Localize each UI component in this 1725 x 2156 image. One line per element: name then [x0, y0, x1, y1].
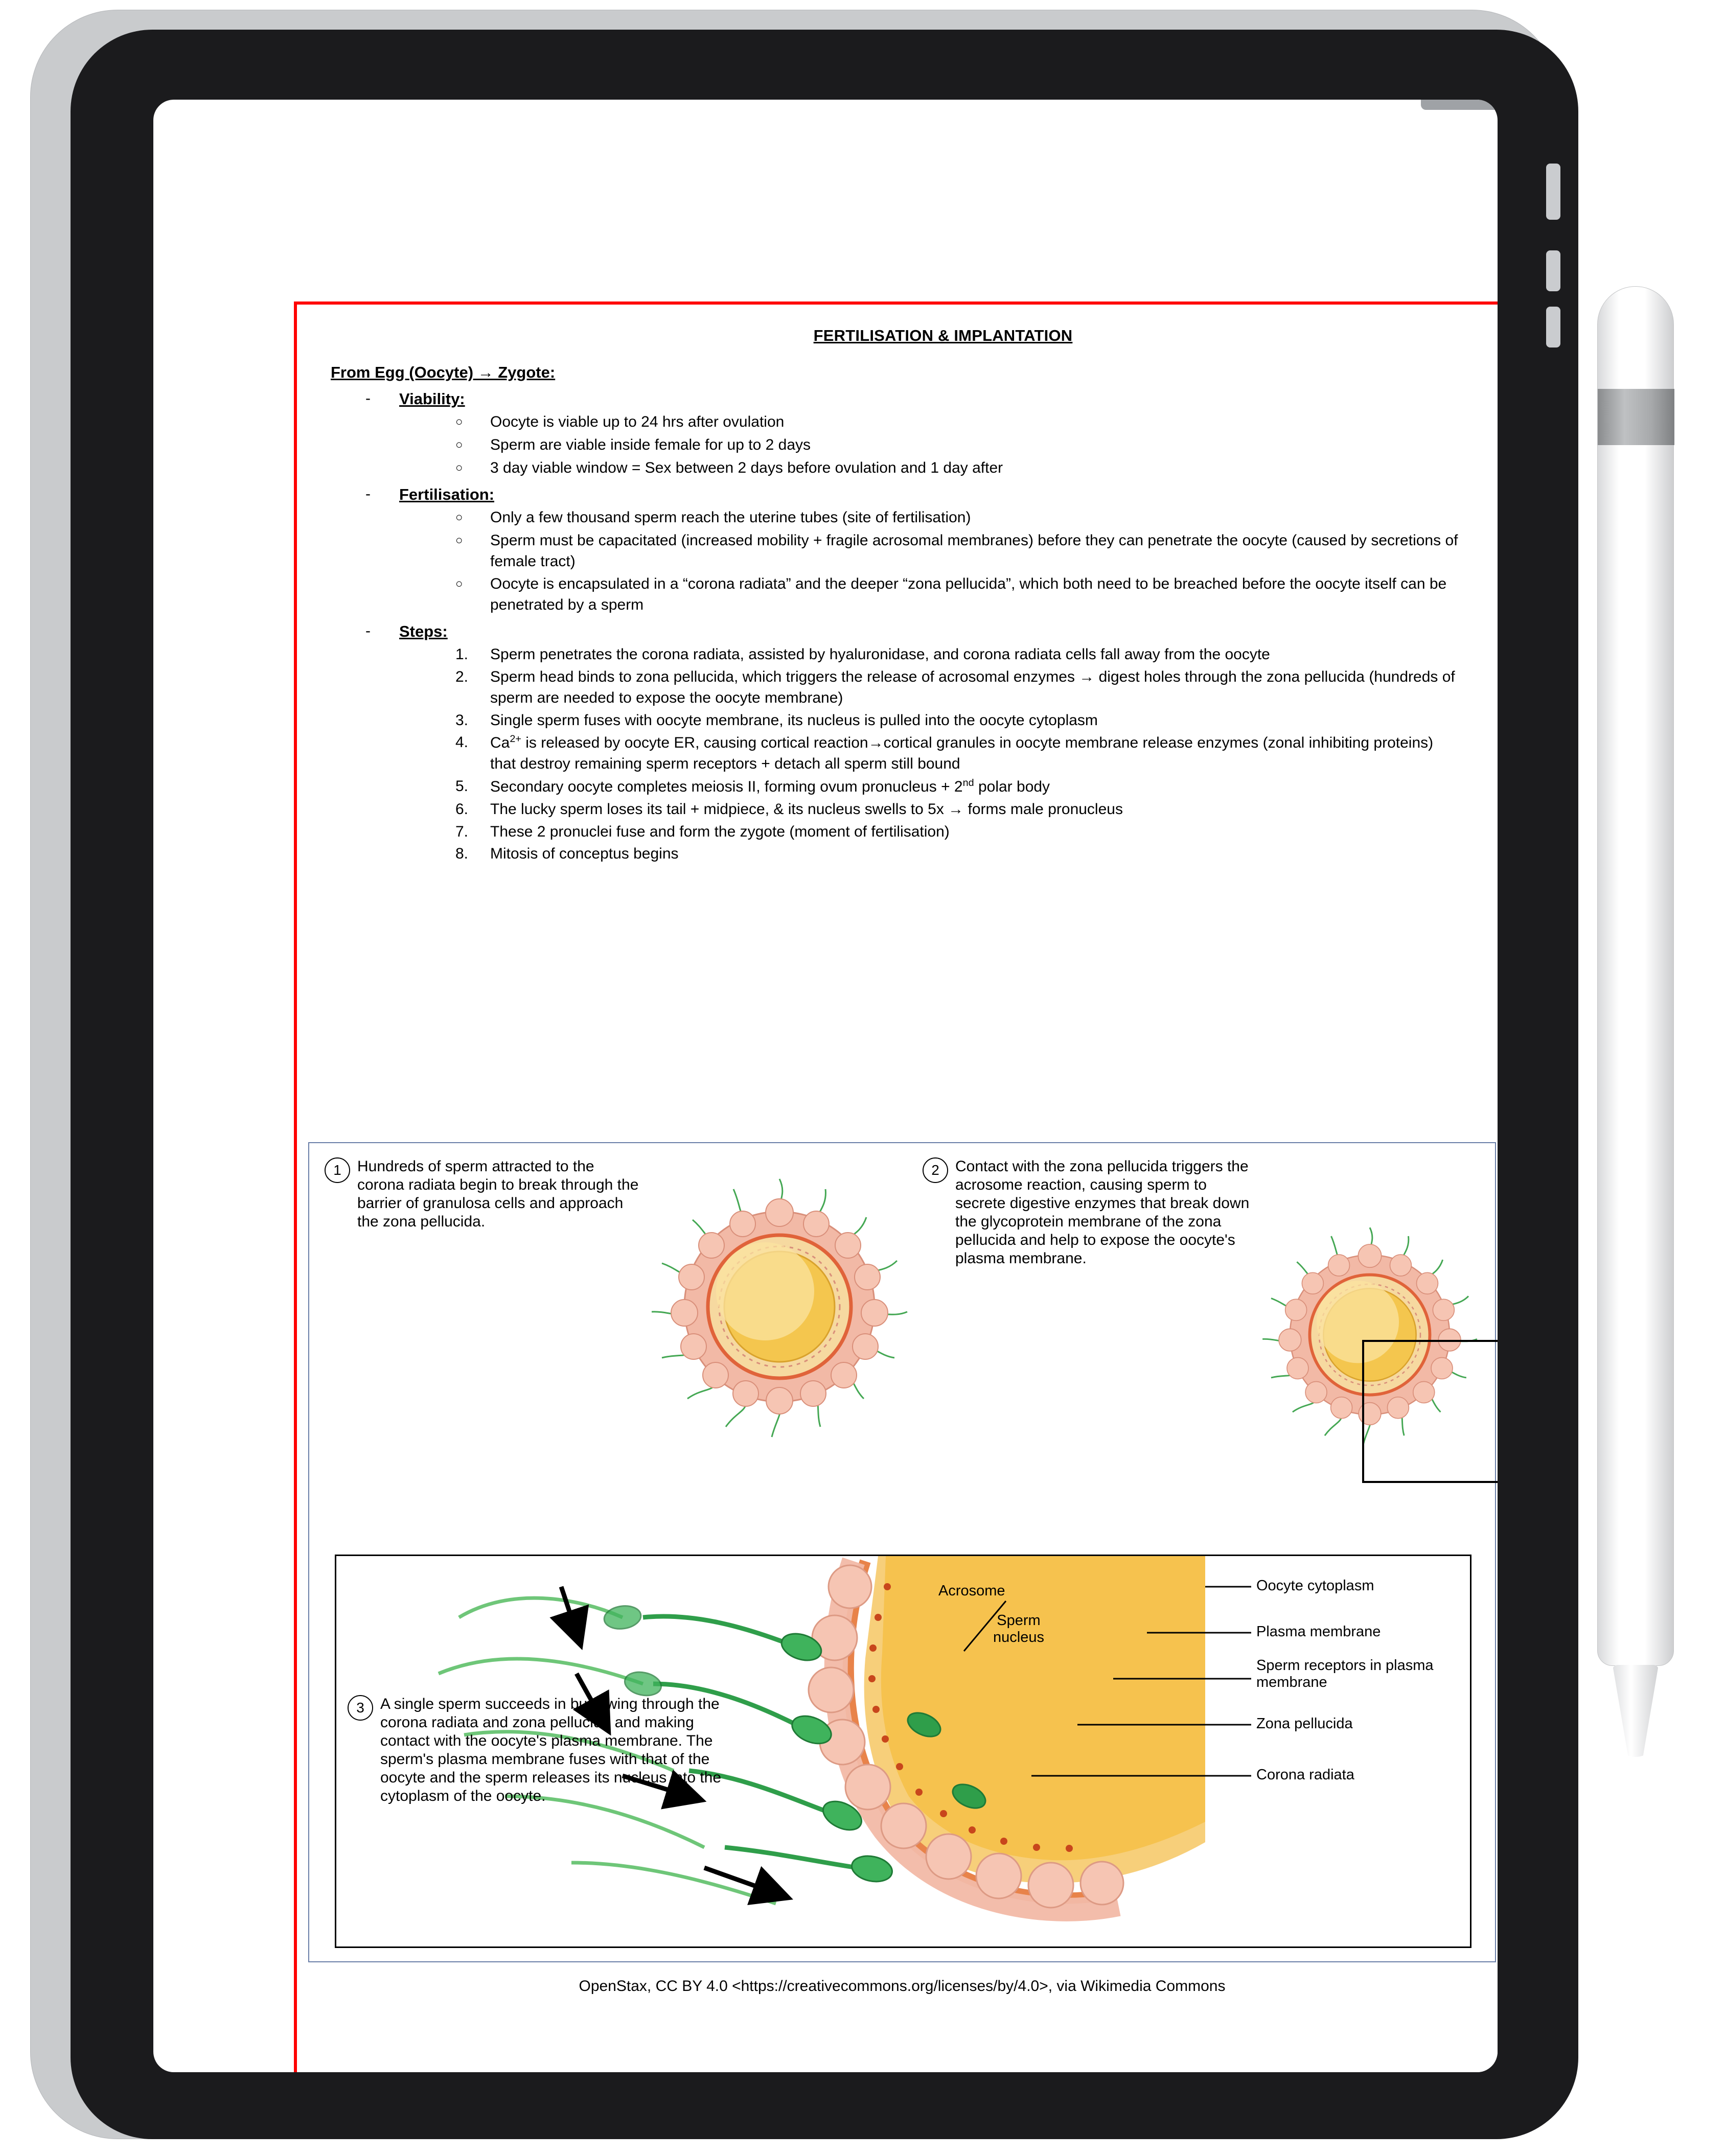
document-page: [164, 153, 1487, 2019]
panel-number-1: 1: [325, 1157, 350, 1183]
figure-panel-3: [348, 1695, 736, 1805]
dash-marker: -: [365, 622, 371, 639]
dash-marker: -: [365, 390, 371, 407]
circle-bullet-icon: ○: [455, 577, 463, 591]
step-item: 8. Mitosis of conceptus begins: [455, 845, 679, 863]
side-button-volume-down[interactable]: [1546, 307, 1560, 347]
tablet-screen[interactable]: [153, 100, 1498, 2072]
panel-caption-3: A single sperm succeeds in burrowing through the corona radiata and zona pellucida and making contact with the oocyte's plasma membrane. The sperm's plasma membrane fuses with that of the oocyte and the sperm releases its nucleus into the cytoplasm of the oocyte.: [380, 1696, 722, 1804]
list-item: ○ Sperm are viable inside female for up to 2 days: [455, 435, 1498, 456]
group-label: Viability:: [399, 390, 465, 408]
section-heading: From Egg (Oocyte) → Zygote:: [331, 363, 556, 382]
circle-bullet-icon: ○: [455, 533, 463, 547]
panel-caption-2: Contact with the zona pellucida triggers the acrosome reaction, causing sperm to secrete digestive enzymes that break down the glycoprotein membrane of the zona pellucida and help to expose the oocyte's plasma membrane.: [955, 1158, 1250, 1267]
step-text-post: polar body: [974, 778, 1050, 795]
label-sperm-nucleus: [973, 1612, 1065, 1647]
list-item: ○ Only a few thousand sperm reach the uterine tubes (site of fertilisation): [455, 507, 1498, 528]
dash-marker: -: [365, 485, 371, 502]
step-text-post: is released by oocyte ER, causing cortical reaction→cortical granules in oocyte membrane release enzymes (zonal inhibiting proteins) that destroy remaining sperm receptors + detach all sperm still bound: [490, 734, 1434, 773]
label-oocyte-cytoplasm: Oocyte cytoplasm: [1256, 1578, 1374, 1594]
oocyte-illustration-1: [636, 1164, 923, 1450]
step-item: 6. The lucky sperm loses its tail + midpiece, & its nucleus swells to 5x → forms male pronucleus: [455, 800, 1123, 818]
zoom-region-rectangle: [1362, 1340, 1498, 1483]
circle-bullet-icon: ○: [455, 438, 463, 452]
group-heading-viability: [365, 388, 1498, 410]
step-item: 7. These 2 pronuclei fuse and form the zygote (moment of fertilisation): [455, 823, 950, 840]
panel-caption-1: Hundreds of sperm attracted to the corona radiata begin to break through the barrier of granulosa cells and approach the zona pellucida.: [357, 1158, 639, 1230]
label-sperm-receptors: [1256, 1657, 1440, 1691]
side-button-power[interactable]: [1546, 164, 1560, 220]
superscript-charge: 2+: [510, 733, 521, 745]
circle-bullet-icon: ○: [455, 461, 463, 475]
panel-number-2: 2: [923, 1157, 948, 1183]
group-heading-steps: [365, 621, 1498, 642]
numbered-step-list: [308, 644, 1498, 865]
superscript-ordinal: nd: [962, 777, 974, 789]
camera-notch: [1421, 100, 1498, 110]
bullet-list-fertilisation: [308, 507, 1498, 616]
list-item: ○ Oocyte is encapsulated in a “corona radiata” and the deeper “zona pellucida”, which both need to be breached before the oocyte itself can be penetrated by a sperm: [455, 574, 1498, 616]
step-text-pre: Ca: [490, 734, 510, 752]
group-label: Steps:: [399, 622, 448, 640]
group-heading-fertilisation: [365, 484, 1498, 505]
list-item: ○ Oocyte is viable up to 24 hrs after ovulation: [455, 412, 1498, 433]
fertilisation-figure: [308, 1142, 1496, 1962]
label-acrosome: Acrosome: [938, 1583, 1005, 1599]
label-sperm-receptors-text: Sperm receptors in plasma membrane: [1256, 1657, 1434, 1691]
pencil-band: [1598, 389, 1674, 445]
label-zona-pellucida: Zona pellucida: [1256, 1715, 1353, 1732]
pencil-body: [1597, 286, 1674, 1666]
list-item: ○ Sperm must be capacitated (increased mobility + fragile acrosomal membranes) before they can penetrate the oocyte (caused by secretions of female tract): [455, 530, 1498, 572]
pencil-tip: [1613, 1665, 1659, 1757]
figure-panel-2: [923, 1157, 1260, 1268]
label-sperm-nucleus-text: Sperm nucleus: [993, 1612, 1044, 1646]
step-text-pre: Secondary oocyte completes meiosis II, forming ovum pronucleus + 2: [490, 778, 963, 795]
bullet-list-viability: [308, 412, 1498, 478]
step-item: 2. Sperm head binds to zona pellucida, which triggers the release of acrosomal enzymes → digest holes through the zona pellucida (hundreds of sperm are needed to expose the oocyte membrane): [455, 668, 1455, 706]
circle-bullet-icon: ○: [455, 415, 463, 429]
step-item: 1. Sperm penetrates the corona radiata, assisted by hyaluronidase, and corona radiata cells fall away from the oocyte: [455, 646, 1270, 663]
step-item: 5. Secondary oocyte completes meiosis II, forming ovum pronucleus + 2nd polar body: [455, 777, 1050, 795]
list-item: ○ 3 day viable window = Sex between 2 days before ovulation and 1 day after: [455, 458, 1498, 479]
label-plasma-membrane: Plasma membrane: [1256, 1624, 1381, 1640]
panel-number-3: 3: [348, 1695, 373, 1721]
step-item: 4. $Ca^{2+}$ is released by oocyte ER, causing cortical reaction→cortical granules in oocyte membrane release enzymes (zonal inhibiting proteins) that destroy remaining sperm receptors + detach all sperm still bound: [455, 733, 1434, 773]
group-label: Fertilisation:: [399, 485, 495, 503]
tablet-device: [31, 10, 1559, 2139]
label-corona-radiata: Corona radiata: [1256, 1767, 1354, 1783]
figure-panel-1: [325, 1157, 641, 1231]
step-item: 3. Single sperm fuses with oocyte membrane, its nucleus is pulled into the oocyte cytoplasm: [455, 711, 1098, 729]
figure-credit: OpenStax, CC BY 4.0 <https://creativecommons.org/licenses/by/4.0>, via Wikimedia Commons: [579, 1978, 1226, 1995]
circle-bullet-icon: ○: [455, 511, 463, 525]
side-button-volume-up[interactable]: [1546, 250, 1560, 291]
stylus-pencil: [1597, 286, 1674, 1755]
page-title: FERTILISATION & IMPLANTATION: [813, 327, 1073, 344]
